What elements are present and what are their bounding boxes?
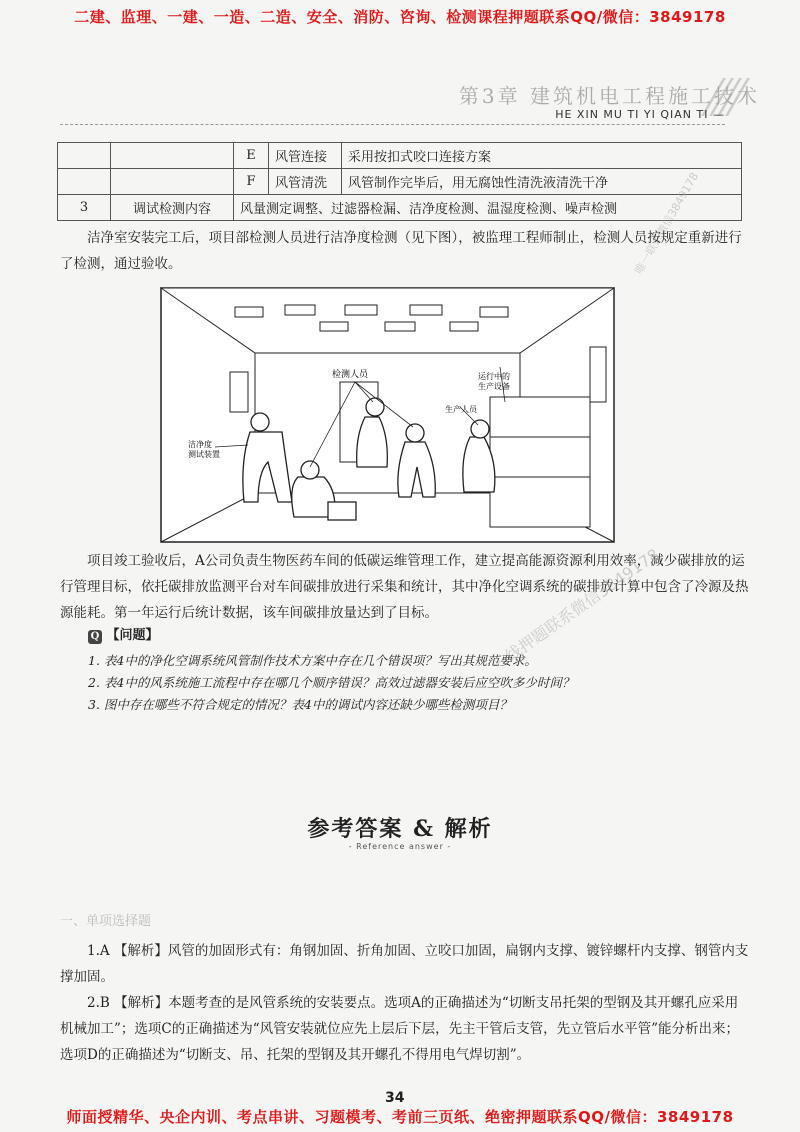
- chapter-header: 第3章 建筑机电工程施工技术: [458, 84, 760, 108]
- label-cleanliness-device: 洁净度测试装置: [188, 440, 220, 459]
- question-item: 2. 表4中的风系统施工流程中存在哪几个顺序错误？高效过滤器安装后应空吹多少时间？: [88, 675, 575, 690]
- label-inspectors: 检测人员: [332, 370, 369, 380]
- bottom-banner: 师面授精华、央企内训、考点串讲、习题模考、考前三页纸、绝密押题联系QQ/微信：3849178: [66, 1108, 734, 1126]
- label-production-staff: 生产人员: [445, 405, 477, 414]
- paragraph-1: 洁净室安装完工后，项目部检测人员进行洁净度检测（见下图），被监理工程师制止，检测人员按规定重新进行了检测，通过验收。: [60, 230, 742, 272]
- label-running-equipment: 运行中的生产设备: [478, 372, 510, 391]
- watermark: 一线押题联系微信3849178: [488, 544, 663, 675]
- answer-1: 1.A 【解析】风管的加固形式有：角钢加固、折角加固、立咬口加固，扁钢内支撑、镀锌螺杆内支撑、钢管内支撑加固。: [60, 943, 749, 985]
- questions-heading: Q 【问题】: [88, 624, 159, 644]
- table-row: 3 调试检测内容 风量测定调整、过滤器检漏、洁净度检测、温湿度检测、噪声检测: [58, 195, 742, 221]
- question-icon: Q: [88, 630, 102, 644]
- cleanroom-figure: [160, 287, 615, 543]
- watermark: 唯一联系微信3849178: [632, 170, 702, 277]
- question-item: 3. 图中存在哪些不符合规定的情况？表4中的调试内容还缺少哪些检测项目？: [88, 697, 512, 712]
- answer-title: 参考答案 & 解析: [307, 816, 493, 842]
- chapter-pinyin: HE XIN MU TI YI QIAN TI —: [555, 108, 725, 121]
- scheme-table: [57, 142, 742, 221]
- top-banner: 二建、监理、一建、一造、二造、安全、消防、咨询、检测课程押题联系QQ/微信：3849178: [74, 8, 726, 26]
- table-row: E 风管连接 采用按扣式咬口连接方案: [58, 143, 742, 169]
- answer-subtitle: - Reference answer -: [348, 842, 452, 851]
- header-divider: [60, 124, 725, 125]
- paragraph-2: 项目竣工验收后，A公司负责生物医药车间的低碳运维管理工作，建立提高能源资源利用效率，减少碳排放的运行管理目标，依托碳排放监测平台对车间碳排放进行采集和统计，其中净化空调系统的碳排放计算中包含了冷源及热源能耗。第一年运行后统计数据，该车间碳排放量达到了目标。: [60, 553, 749, 621]
- page-number: 34: [385, 1090, 405, 1106]
- section-label: 一、单项选择题: [60, 914, 152, 929]
- answer-2: 2.B 【解析】本题考查的是风管系统的安装要点。选项A的正确描述为“切断支吊托架的型钢及其开螺孔应采用机械加工”；选项C的正确描述为“风管安装就位应先上层后下层，先主干管后支管，先立管后水平管”能分析出来；选项D的正确描述为“切断支、吊、托架的型钢及其开螺孔不得用电气焊切割”。: [60, 995, 740, 1063]
- table-row: F 风管清洗 风管制作完毕后，用无腐蚀性清洗液清洗干净: [58, 169, 742, 195]
- question-item: 1. 表4中的净化空调系统风管制作技术方案中存在几个错误项？写出其规范要求。: [88, 653, 537, 668]
- question-list: [88, 650, 748, 716]
